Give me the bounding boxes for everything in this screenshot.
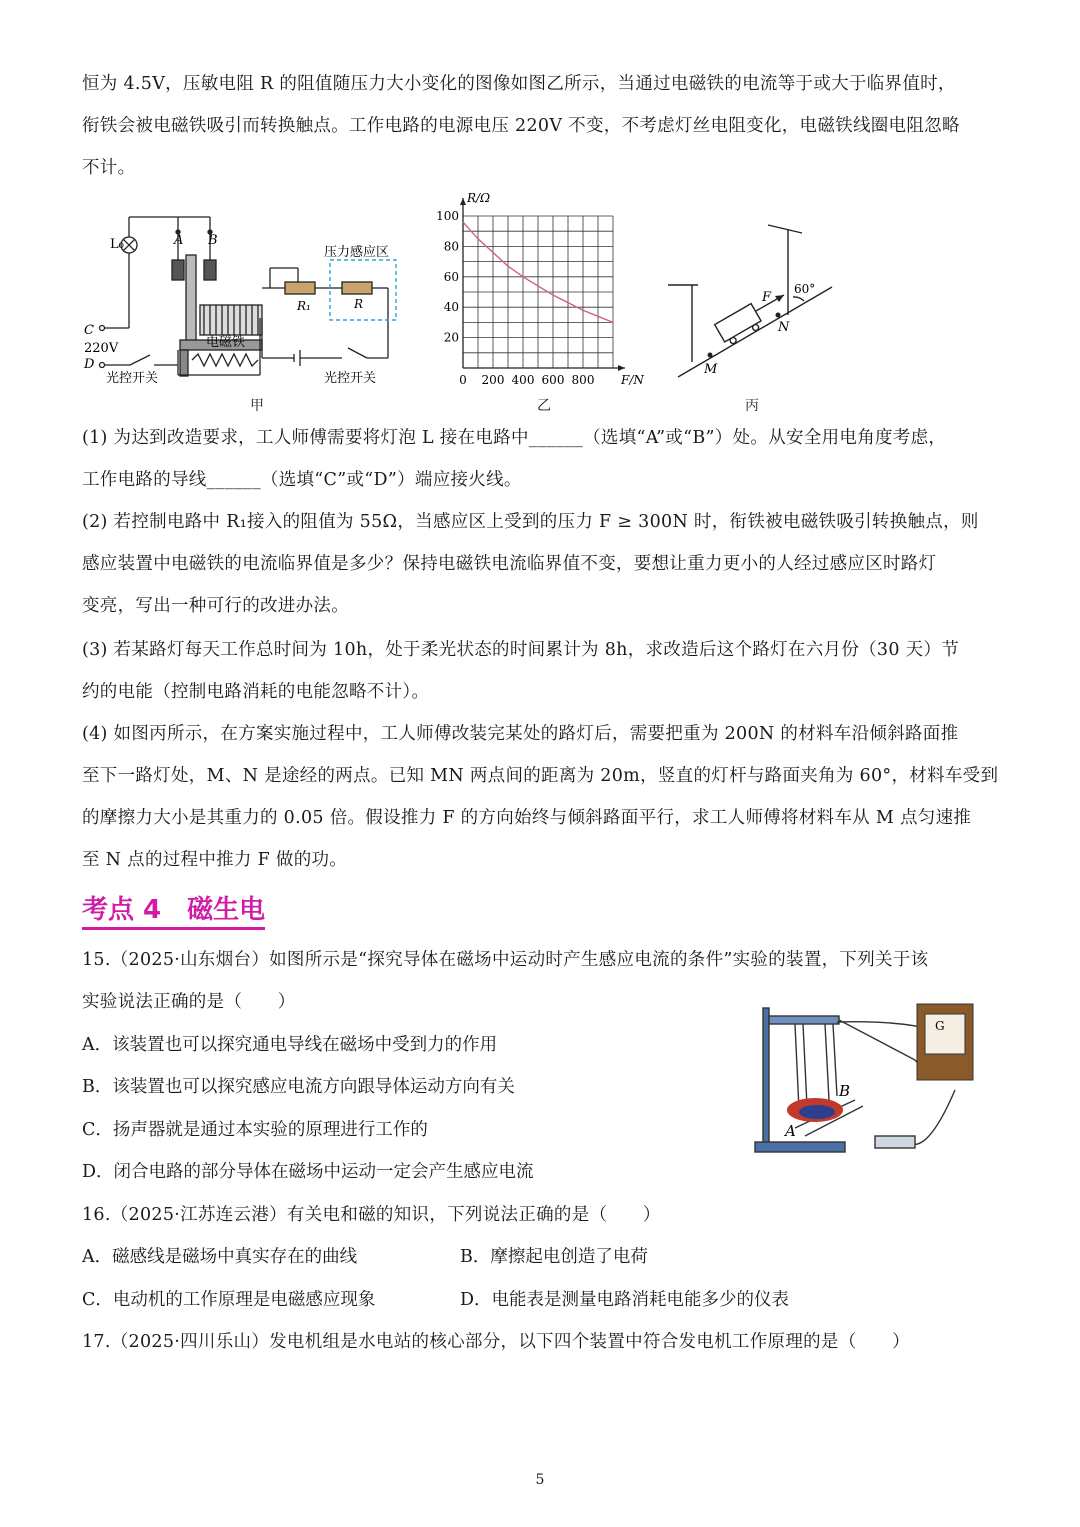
intro-line-2: 衔铁会被电磁铁吸引而转换触点。工作电路的电源电压 220V 不变，不考虑灯丝电阻变化，电磁铁线圈电阻忽略: [82, 116, 960, 136]
label-switch-left: 光控开关: [106, 371, 159, 386]
label-N: N: [778, 320, 790, 335]
label-M: M: [704, 362, 718, 377]
fig-label-A: A: [785, 1122, 796, 1140]
fig-label-G: G: [935, 1019, 945, 1033]
x-axis-arrow: [618, 365, 625, 371]
intro-line-1: 恒为 4.5V，压敏电阻 R 的阻值随压力大小变化的图像如图乙所示，当通过电磁铁的电流等于或大于临界值时，: [82, 74, 956, 94]
q16-option-d: D．电能表是测量电路消耗电能多少的仪表: [460, 1290, 790, 1310]
label-R1: R₁: [297, 299, 311, 313]
x-tick-label: 600: [541, 373, 565, 387]
q16-option-c: C．电动机的工作原理是电磁感应现象: [82, 1290, 376, 1310]
q4-line-3: 的摩擦力大小是其重力的 0.05 倍。假设推力 F 的方向始终与倾斜路面平行，求工人师傅将材料车从 M 点匀速推: [82, 808, 972, 828]
q2-line-1: (2) 若控制电路中 R₁接入的阻值为 55Ω，当感应区上受到的压力 F ≥ 300N 时，衔铁被电磁铁吸引转换触点，则: [82, 512, 979, 532]
figure-q15-apparatus: [755, 1000, 980, 1160]
section-heading: 考点 4 磁生电: [82, 893, 265, 930]
q15-stem-line-2: 实验说法正确的是（ ）: [82, 992, 296, 1012]
q2-line-2: 感应装置中电磁铁的电流临界值是多少？保持电磁铁电流临界值不变，要想让重力更小的人经过感应区时路灯: [82, 554, 937, 574]
label-L0: L₀: [110, 237, 124, 252]
q3-line-2: 约的电能（控制电路消耗的电能忽略不计）。: [82, 682, 430, 702]
label-F: F: [762, 290, 772, 305]
caption-jia: 甲: [250, 398, 264, 414]
y-tick-label: 100: [436, 209, 459, 223]
q15-stem-line-1: 15.（2025·山东烟台）如图所示是“探究导体在磁场中运动时产生感应电流的条件”实验的装置，下列关于该: [82, 950, 929, 970]
figure-bing-incline: [660, 215, 840, 380]
y-tick-label: 80: [443, 239, 459, 254]
y-tick-label: 60: [443, 269, 459, 284]
q1-line-1: (1) 为达到改造要求，工人师傅需要将灯泡 L 接在电路中______（选填“A”或“B”）处。从安全用电角度考虑，: [82, 428, 947, 448]
q16-option-b: B．摩擦起电创造了电荷: [460, 1247, 648, 1267]
q15-option-d: D．闭合电路的部分导体在磁场中运动一定会产生感应电流: [82, 1162, 534, 1182]
q1-line-2: 工作电路的导线______（选填“C”或“D”）端应接火线。: [82, 470, 522, 490]
page-number: 5: [535, 1472, 545, 1488]
label-A: A: [174, 233, 184, 248]
caption-bing: 丙: [745, 398, 759, 414]
q16-option-a: A．磁感线是磁场中真实存在的曲线: [82, 1247, 358, 1267]
intro-line-3: 不计。: [82, 158, 136, 178]
y-axis-label: R/Ω: [467, 191, 491, 205]
y-tick-label: 40: [443, 300, 459, 315]
x-tick-label: 400: [511, 373, 535, 387]
y-axis-arrow: [460, 198, 466, 205]
q15-option-b: B．该装置也可以探究感应电流方向跟导体运动方向有关: [82, 1077, 515, 1097]
x-axis-label: F/N: [621, 373, 644, 387]
q2-line-3: 变亮，写出一种可行的改进办法。: [82, 596, 349, 616]
q4-line-1: (4) 如图丙所示，在方案实施过程中，工人师傅改装完某处的路灯后，需要把重为 200N 的材料车沿倾斜路面推: [82, 724, 959, 744]
label-D: D: [84, 357, 95, 372]
x-tick-label: 0: [459, 373, 467, 387]
y-tick-label: 20: [443, 330, 459, 345]
q17-stem: 17.（2025·四川乐山）发电机组是水电站的核心部分，以下四个装置中符合发电机工作原理的是（ ）: [82, 1332, 910, 1352]
q15-option-a: A．该装置也可以探究通电导线在磁场中受到力的作用: [82, 1035, 498, 1055]
label-B: B: [208, 233, 218, 248]
x-tick-label: 200: [481, 373, 505, 387]
figure-jia-circuit: [80, 200, 410, 400]
x-tick-label: 800: [571, 373, 595, 387]
q16-stem: 16.（2025·江苏连云港）有关电和磁的知识，下列说法正确的是（ ）: [82, 1205, 661, 1225]
figure-yi-chart: [425, 188, 644, 398]
fig-label-B: B: [839, 1082, 851, 1100]
label-C: C: [84, 323, 94, 338]
label-pressure-zone: 压力感应区: [324, 245, 390, 260]
q15-option-c: C．扬声器就是通过本实验的原理进行工作的: [82, 1120, 428, 1140]
q3-line-1: (3) 若某路灯每天工作总时间为 10h，处于柔光状态的时间累计为 8h，求改造后这个路灯在六月份（30 天）节: [82, 640, 960, 660]
label-60deg: 60°: [794, 282, 816, 296]
caption-yi: 乙: [537, 398, 551, 414]
label-magnet: 电磁铁: [206, 335, 246, 350]
label-220V: 220V: [84, 341, 119, 356]
label-R: R: [354, 297, 364, 311]
label-switch-right: 光控开关: [324, 371, 377, 386]
q4-line-4: 至 N 点的过程中推力 F 做的功。: [82, 850, 348, 870]
q4-line-2: 至下一路灯处，M、N 是途经的两点。已知 MN 两点间的距离为 20m，竖直的灯杆与路面夹角为 60°，材料车受到: [82, 766, 999, 786]
